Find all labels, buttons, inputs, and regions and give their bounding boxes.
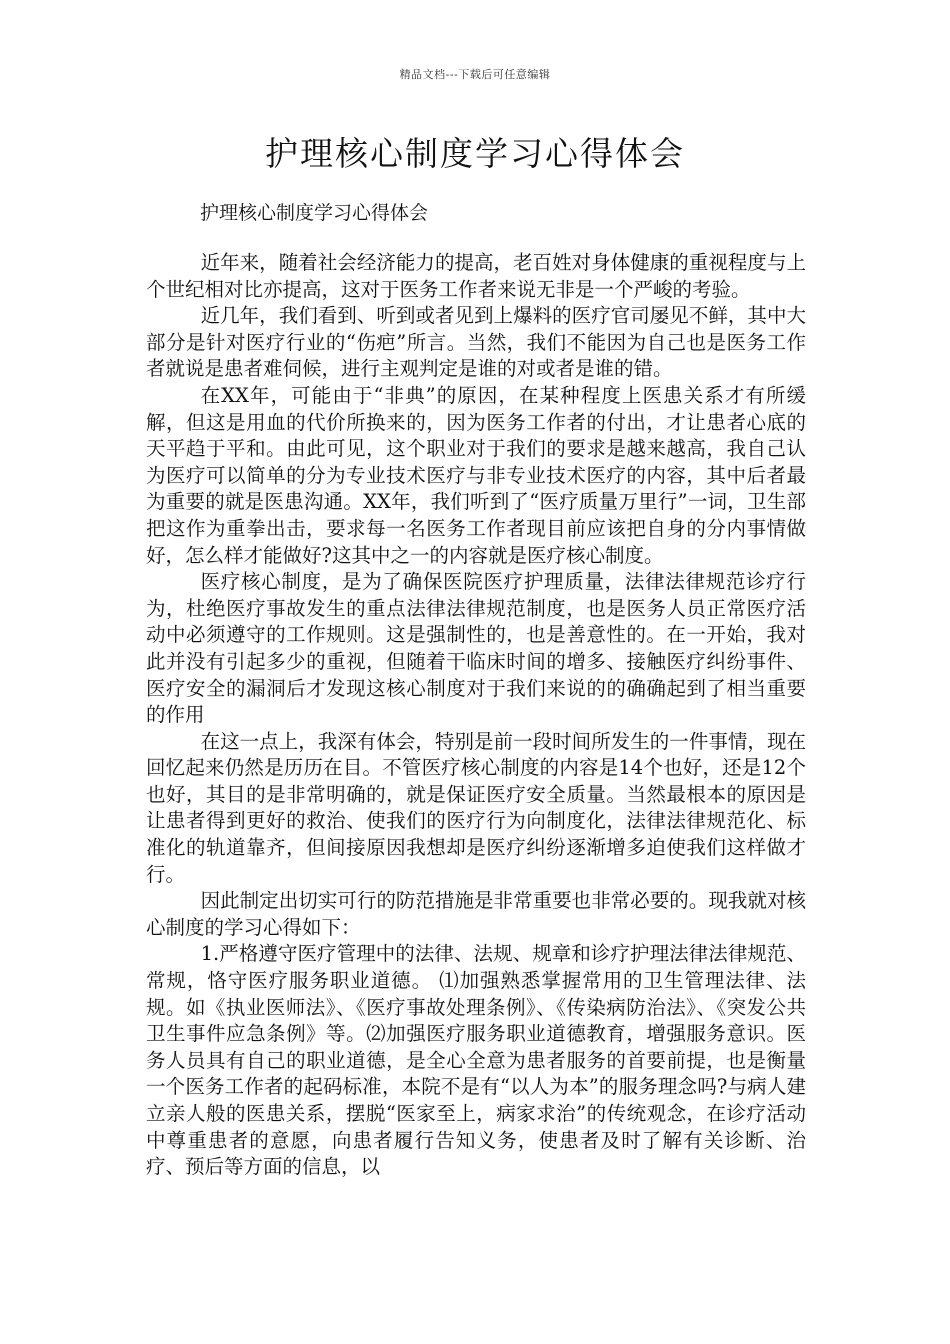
header-note: 精品文档---下载后可任意编辑 xyxy=(399,68,551,81)
document-body xyxy=(146,250,806,1181)
paragraph: 在这一点上，我深有体会，特别是前一段时间所发生的一件事情，现在回忆起来仍然是历历在目。不管医疗核心制度的内容是14个也好，还是12个也好，其目的是非常明确的，就是保证医疗安全质量。当然最根本的原因是让患者得到更好的救治、使我们的医疗行为向制度化，法律法律规范化、标准化的轨道靠齐，但间接原因我想却是医疗纠纷逐渐增多迫使我们这样做才行。 xyxy=(146,729,806,886)
document-subtitle: 护理核心制度学习心得体会 xyxy=(200,202,429,224)
paragraph: 在XX年，可能由于“非典”的原因，在某种程度上医患关系才有所缓解，但这是用血的代价所换来的，因为医务工作者的付出，才让患者心底的天平趋于平和。由此可见，这个职业对于我们的要求是越来越高，我自己认为医疗可以简单的分为专业技术医疗与非专业技术医疗的内容，其中后者最为重要的就是医患沟通。XX年，我们听到了“医疗质量万里行”一词，卫生部把这作为重拳出击，要求每一名医务工作者现目前应该把自身的分内事情做好，怎么样才能做好?这其中之一的内容就是医疗核心制度。 xyxy=(146,383,806,567)
paragraph: 因此制定出切实可行的防范措施是非常重要也非常必要的。现我就对核心制度的学习心得如下： xyxy=(146,889,806,939)
paragraph: 近几年，我们看到、听到或者见到上爆料的医疗官司屡见不鲜，其中大部分是针对医疗行业的“伤疤”所言。当然，我们不能因为自己也是医务工作者就说是患者难伺候，进行主观判定是谁的对或者是谁的错。 xyxy=(146,304,806,381)
document-title: 护理核心制度学习心得体会 xyxy=(265,134,685,173)
paragraph: 1.严格遵守医疗管理中的法律、法规、规章和诊疗护理法律法律规范、常规，恪守医疗服务职业道德。 ⑴加强熟悉掌握常用的卫生管理法律、法规。如《执业医师法》、《医疗事故处理条例》、《传染病防治法》、《突发公共卫生事件应急条例》等。⑵加强医疗服务职业道德教育，增强服务意识。医务人员具有自己的职业道德，是全心全意为患者服务的首要前提，也是衡量一个医务工作者的起码标准，本院不是有“以人为本”的服务理念吗?与病人建立亲人般的医患关系，摆脱“医家至上，病家求治”的传统观念，在诊疗活动中尊重患者的意愿，向患者履行告知义务，使患者及时了解有关诊断、治疗、预后等方面的信息，以 xyxy=(146,942,806,1179)
paragraph: 近年来，随着社会经济能力的提高，老百姓对身体健康的重视程度与上个世纪相对比亦提高，这对于医务工作者来说无非是一个严峻的考验。 xyxy=(146,251,806,301)
paragraph: 医疗核心制度，是为了确保医院医疗护理质量，法律法律规范诊疗行为，杜绝医疗事故发生的重点法律法律规范制度，也是医务人员正常医疗活动中必须遵守的工作规则。这是强制性的，也是善意性的。在一开始，我对此并没有引起多少的重视，但随着干临床时间的增多、接触医疗纠纷事件、医疗安全的漏洞后才发现这核心制度对于我们来说的的确确起到了相当重要的作用 xyxy=(146,570,806,727)
